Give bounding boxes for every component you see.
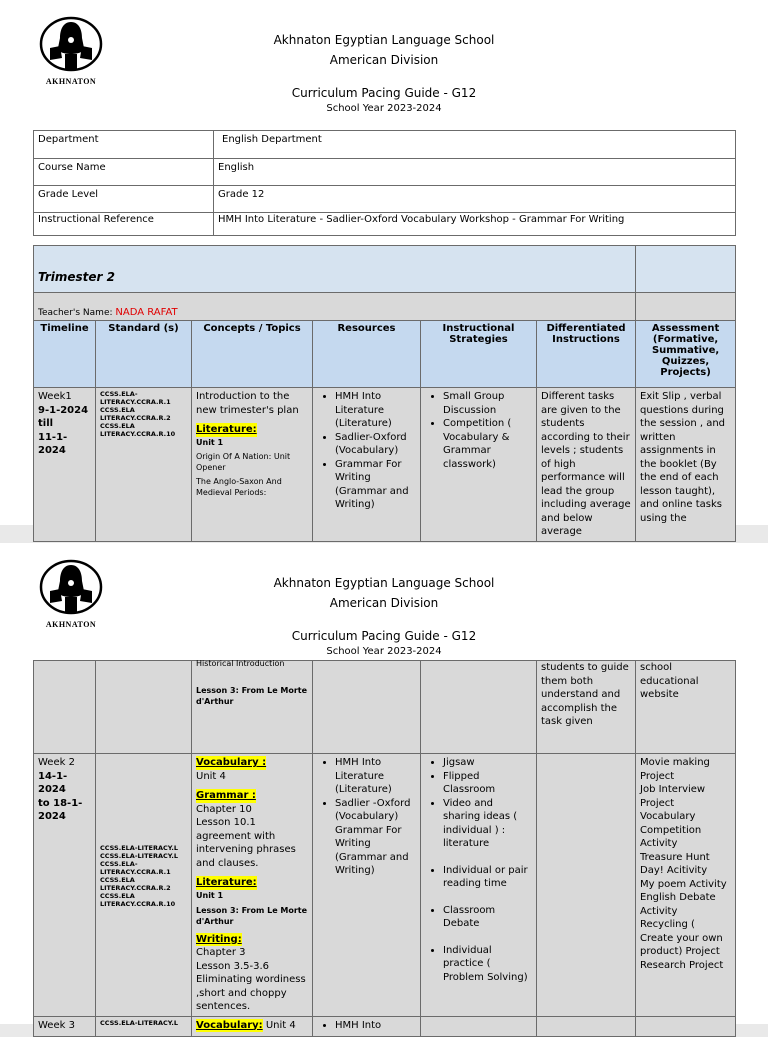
week1-differentiated: Different tasks are given to the students according to their levels ; students of high performance will lead the group including average and below average [537,388,636,542]
list-item: Research Project [640,959,724,971]
table-row [34,754,736,1017]
list-item: • Video and sharing ideas ( individual ) : literature [443,797,532,851]
vocabulary-label: Vocabulary: [196,1019,263,1031]
list-item: Treasure Hunt Day! Acitivity [640,851,710,876]
week2-standards: CCSS.ELA-LITERACY.L CCSS.ELA-LITERACY.L CCSS.ELA- LITERACY.CCRA.R.1 CCSS.ELA LITERACY.CCRA.R.2 CCSS.ELA LITERACY.CCRA.R.10 [96,754,192,1017]
list-item: • Jigsaw [443,756,532,770]
week1-strategies [421,388,537,542]
list-item: • Classroom Debate [443,904,532,931]
strategy-list [425,390,532,471]
col-header-strategies: Instructional Strategies [421,321,537,388]
week3-concepts: Vocabulary: Unit 4 [192,1016,313,1036]
column-header-row [34,321,736,388]
list-item: • HMH Into [335,1019,416,1033]
logo-text: AKHNATON [45,77,97,86]
col-header-standards: Standard (s) [96,321,192,388]
week2-timeline: Week 2 14-1-2024 to 18-1- 2024 [34,754,96,1017]
info-value: Grade 12 [214,186,736,213]
list-item: • Individual or pair reading time [443,864,532,891]
division-name: American Division [329,596,439,610]
week1-assessment: Exit Slip , verbal questions during the session , and written assignments in the booklet (By the end of each lesson taught), and online tasks using the [636,388,736,542]
info-value: English Department [214,131,736,159]
week2-strategies [421,754,537,1017]
list-item: Job Interview Project [640,784,706,809]
continued-differentiated: students to guide them both understand and accomplish the task given [537,661,636,754]
week1-timeline: Week1 9-1-2024 till 11-1-2024 [34,388,96,542]
info-label: Course Name [34,159,214,186]
continued-concepts: Historical Introduction Lesson 3: From Le Morte d'Arthur [192,661,313,754]
list-item: English Debate Activity [640,892,716,917]
week2-assessment [636,754,736,1017]
writing-label: Writing: [196,933,242,945]
guide-title: Curriculum Pacing Guide - G12 [291,86,477,100]
school-logo [36,14,106,86]
literature-label: Literature: [196,877,257,888]
school-name: Akhnaton Egyptian Language School [273,576,495,590]
table-row [34,388,736,542]
table-row [34,1016,736,1036]
resource-list [317,756,416,878]
grammar-label: Grammar : [196,790,256,801]
course-info-table [33,130,736,236]
literature-label: Literature: [196,424,257,435]
school-name: Akhnaton Egyptian Language School [273,33,495,47]
info-row [34,131,736,159]
table-row [34,661,736,754]
vocabulary-label: Vocabulary : [196,757,267,768]
logo-text: AKHNATON [45,620,97,629]
list-item: • Sadlier-Oxford (Vocabulary) [335,431,416,458]
info-label: Department [34,131,214,159]
school-year: School Year 2023-2024 [326,646,442,657]
list-item: My poem Activity [640,878,727,890]
list-item: • Individual practice ( Problem Solving) [443,944,532,985]
list-item: • HMH Into Literature (Literature) [335,390,416,431]
list-item: Movie making Project [640,757,710,782]
info-row [34,186,736,213]
week3-resources [313,1016,421,1036]
document-page-2 [0,543,768,1031]
week3-standards: CCSS.ELA-LITERACY.L [96,1016,192,1036]
week1-resources [313,388,421,542]
teacher-label: Teacher's Name: [38,308,116,318]
list-item: Vocabulary Competition Activity [640,811,702,849]
school-year: School Year 2023-2024 [326,103,442,114]
week1-standards: CCSS.ELA- LITERACY.CCRA.R.1 CCSS.ELA LITERACY.CCRA.R.2 CCSS.ELA LITERACY.CCRA.R.10 [96,388,192,542]
list-item: • HMH Into Literature (Literature) [335,756,416,797]
list-item: Recycling ( Create your own product) Project [640,919,723,957]
school-logo [36,557,106,629]
info-value: HMH Into Literature - Sadlier-Oxford Vocabulary Workshop - Grammar For Writing [214,213,736,236]
info-row [34,159,736,186]
list-item: • Sadlier -Oxford (Vocabulary) Grammar For Writing (Grammar and Writing) [335,797,416,878]
guide-title: Curriculum Pacing Guide - G12 [291,629,477,643]
list-item: • Flipped Classroom [443,770,532,797]
list-item: • Grammar For Writing (Grammar and Writing) [335,458,416,512]
list-item: • Competition ( Vocabulary & Grammar classwork) [443,417,532,471]
division-name: American Division [329,53,439,67]
col-header-assessment: Assessment (Formative, Summative, Quizzes, Projects) [636,321,736,388]
pacing-table-continued [33,660,736,1037]
col-header-concepts: Concepts / Topics [192,321,313,388]
continued-assessment: school educational website [636,661,736,754]
col-header-resources: Resources [313,321,421,388]
info-label: Grade Level [34,186,214,213]
info-label: Instructional Reference [34,213,214,236]
resource-list [317,390,416,512]
week3-timeline: Week 3 [34,1016,96,1036]
teacher-name: NADA RAFAT [115,307,178,318]
week1-concepts: Introduction to the new trimester's plan Literature: Unit 1 Origin Of A Nation: Unit Opener The Anglo-Saxon And Medieval Periods: [192,388,313,542]
col-header-differentiated: Differentiated Instructions [537,321,636,388]
strategy-list [425,756,532,984]
week2-resources [313,754,421,1017]
teacher-row [34,293,736,321]
trimester-title: Trimester 2 [38,270,116,284]
list-item: • Small Group Discussion [443,390,532,417]
pacing-table [33,245,736,542]
trimester-row [34,246,736,293]
info-row [34,213,736,236]
week2-concepts: Vocabulary : Unit 4 Grammar : Chapter 10 Lesson 10.1 agreement with intervening phrases and clauses. Literature: Unit 1 Lesson 3: From Le Morte d'Arthur Writing: Chapter 3 Lesson 3.5-3.6 Eliminating wordiness ,short and choppy sentences. [192,754,313,1017]
info-value: English [214,159,736,186]
col-header-timeline: Timeline [34,321,96,388]
